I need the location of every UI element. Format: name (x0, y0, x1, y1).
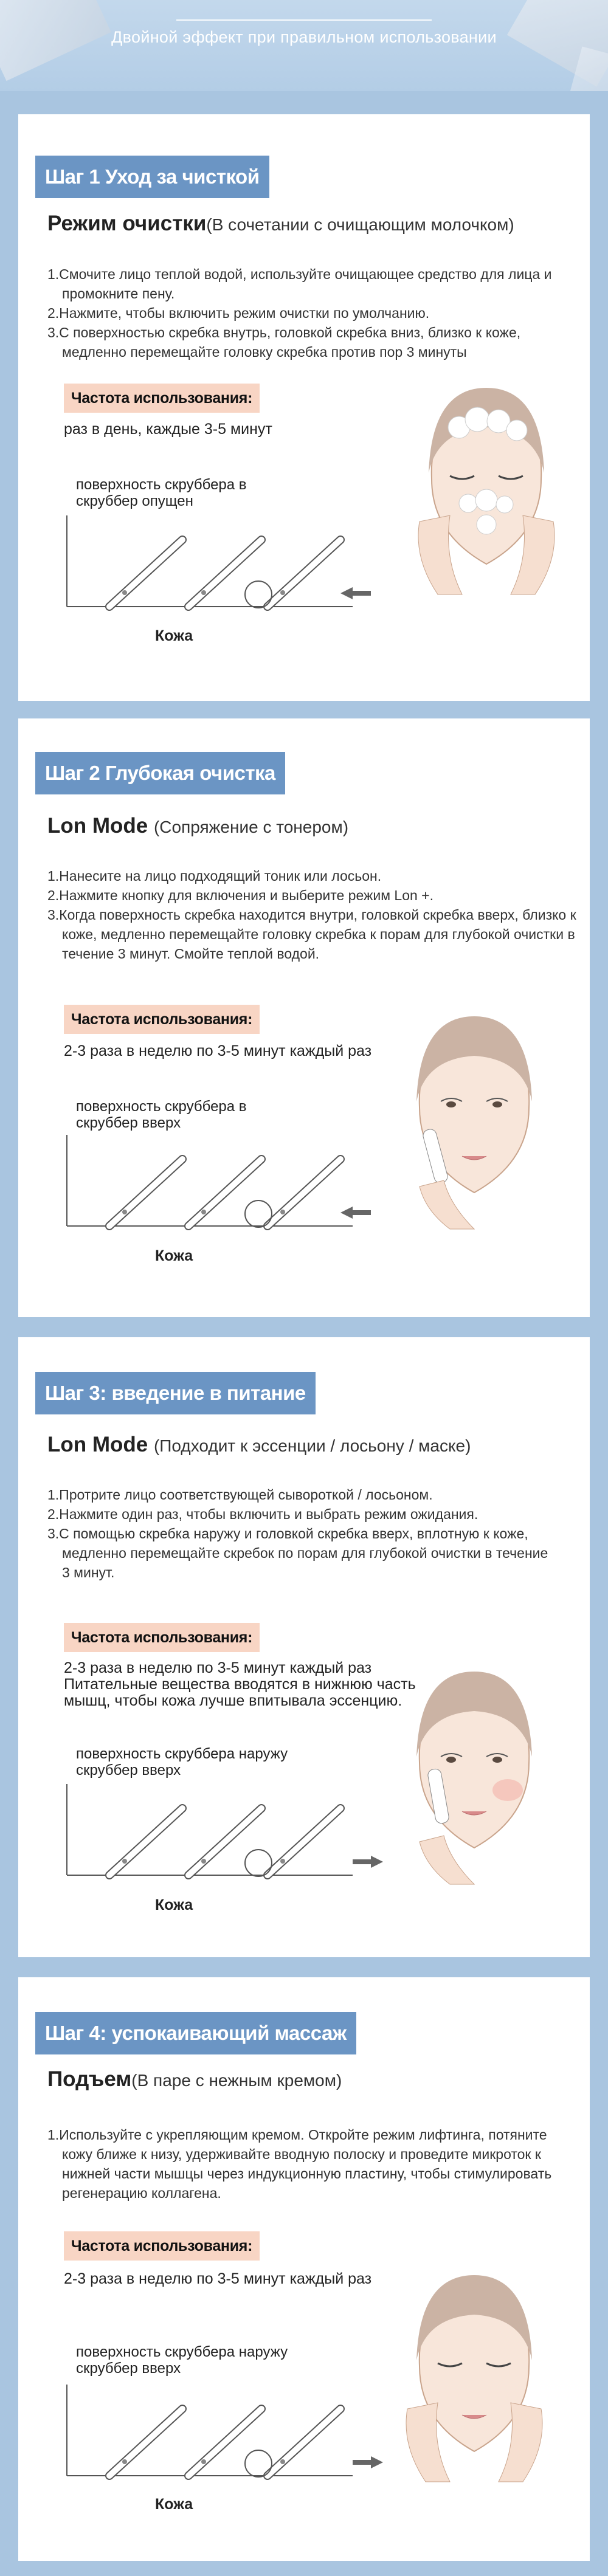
frequency-text: 2-3 раза в неделю по 3-5 минут каждый раз (64, 1042, 372, 1059)
instruction-item: 3.С помощью скребка наружу и головкой скребка вверх, вплотную к коже, медленно перемещайте скребок по порам для глубокой очистки в течение 3 минут. (47, 1526, 548, 1580)
instruction-item: 1.Используйте с укрепляющим кремом. Откройте режим лифтинга, потяните кожу ближе к низу, удерживайте вводную полоску и проведите микроток к нижней части мышцы через индукционную пластину, чтобы стимулировать регенерацию коллагена. (47, 2127, 552, 2201)
instructions-list (47, 264, 576, 362)
skin-label: Кожа (155, 627, 193, 644)
mode-note: (В паре с нежным кремом) (131, 2071, 342, 2090)
arrow-right-icon (353, 2456, 383, 2468)
step-3-card (18, 1337, 590, 1957)
mode-note: (Сопряжение с тонером) (153, 818, 349, 836)
instructions-list (47, 866, 576, 963)
instruction-item: 1.Протрите лицо соответствующей сывороткой / лосьоном. (47, 1487, 433, 1503)
face-illustration (383, 2263, 565, 2494)
step-badge: Шаг 4: успокаивающий массаж (35, 2012, 356, 2054)
step-2-card (18, 718, 590, 1317)
scrubber-label: поверхность скруббера в скруббер вверх (76, 1098, 247, 1131)
frequency-text: 2-3 раза в неделю по 3-5 минут каждый раз (64, 2270, 372, 2287)
step-badge: Шаг 1 Уход за чисткой (35, 156, 269, 198)
focus-circle (245, 2450, 272, 2477)
scrubber-head (188, 2409, 261, 2476)
scrubber-head (109, 1159, 182, 1226)
mode-line (47, 212, 514, 236)
skin-label: Кожа (155, 2496, 193, 2513)
face-illustration (395, 376, 578, 607)
step-badge: Шаг 2 Глубокая очистка (35, 752, 285, 794)
arrow-left-icon (340, 587, 371, 599)
focus-circle (245, 1850, 272, 1876)
mode-line (47, 814, 348, 838)
scrubber-head (268, 540, 340, 607)
focus-circle (245, 581, 272, 608)
mode-note: (Подходит к эссенции / лосьону / маске) (153, 1436, 471, 1455)
step-badge: Шаг 3: введение в питание (35, 1372, 316, 1414)
instruction-item: 1.Смочите лицо теплой водой, используйте очищающее средство для лица и промокните пену. (47, 266, 552, 301)
scrubber-label: поверхность скруббера наружу скруббер вверх (76, 1746, 288, 1779)
scrubber-head (188, 540, 261, 607)
scrubber-head (268, 1159, 340, 1226)
frequency-text: 2-3 раза в неделю по 3-5 минут каждый раз Питательные вещества вводятся в нижнюю часть мышц, чтобы кожа лучше впитывала эссенцию. (64, 1659, 416, 1709)
scrubber-diagram (61, 1784, 389, 1906)
face-illustration (383, 1004, 565, 1235)
mode-line (47, 2067, 342, 2092)
instruction-item: 3.С поверхностью скребка внутрь, головкой скребка вниз, близко к коже, медленно перемещайте головку скребка против пор 3 минуты (47, 325, 521, 360)
step-4-card (18, 1977, 590, 2561)
focus-circle (245, 1200, 272, 1227)
banner-divider (176, 19, 432, 21)
instructions-list (47, 1485, 552, 1582)
face-illustration (383, 1659, 565, 1890)
frequency-label: Частота использования: (64, 2231, 260, 2261)
instruction-item: 1.Нанесите на лицо подходящий тоник или лосьон. (47, 868, 382, 884)
instruction-item: 2.Нажмите, чтобы включить режим очистки по умолчанию. (47, 305, 430, 321)
instruction-item: 3.Когда поверхность скребка находится внутри, головкой скребка вверх, близко к коже, медленно перемещайте головку скребка к порам для глубокой очистки в течение 3 минут. Смойте теплой водой. (47, 907, 576, 962)
scrubber-head (188, 1159, 261, 1226)
arrow-right-icon (353, 1856, 383, 1868)
instruction-item: 2.Нажмите один раз, чтобы включить и выбрать режим ожидания. (47, 1506, 478, 1522)
scrubber-head (109, 540, 182, 607)
skin-label: Кожа (155, 1247, 193, 1264)
scrubber-head (268, 1808, 340, 1875)
banner-title: Двойной эффект при правильном использовании (111, 28, 497, 46)
scrubber-diagram (61, 2385, 389, 2506)
frequency-label: Частота использования: (64, 1623, 260, 1652)
scrubber-head (109, 1808, 182, 1875)
instruction-item: 2.Нажмите кнопку для включения и выберите режим Lon +. (47, 887, 434, 903)
instructions-list (47, 2125, 576, 2203)
scrubber-head (188, 1808, 261, 1875)
mode-title: Подъем (47, 2067, 132, 2091)
scrubber-diagram (61, 1135, 389, 1256)
scrubber-label: поверхность скруббера в скруббер опущен (76, 477, 247, 509)
scrubber-diagram (61, 515, 389, 637)
scrubber-head (109, 2409, 182, 2476)
frequency-label: Частота использования: (64, 1005, 260, 1034)
scrubber-head (268, 2409, 340, 2476)
top-banner (0, 0, 608, 91)
step-1-card (18, 114, 590, 701)
mode-title: Режим очистки (47, 212, 207, 235)
frequency-text: раз в день, каждые 3-5 минут (64, 421, 272, 438)
mode-title: Lon Mode (47, 814, 148, 838)
skin-label: Кожа (155, 1896, 193, 1913)
mode-title: Lon Mode (47, 1433, 148, 1456)
mode-note: (В сочетании с очищающим молочком) (206, 215, 514, 234)
scrubber-label: поверхность скруббера наружу скруббер вверх (76, 2344, 288, 2377)
mode-line (47, 1433, 471, 1457)
frequency-label: Частота использования: (64, 384, 260, 413)
arrow-left-icon (340, 1207, 371, 1219)
